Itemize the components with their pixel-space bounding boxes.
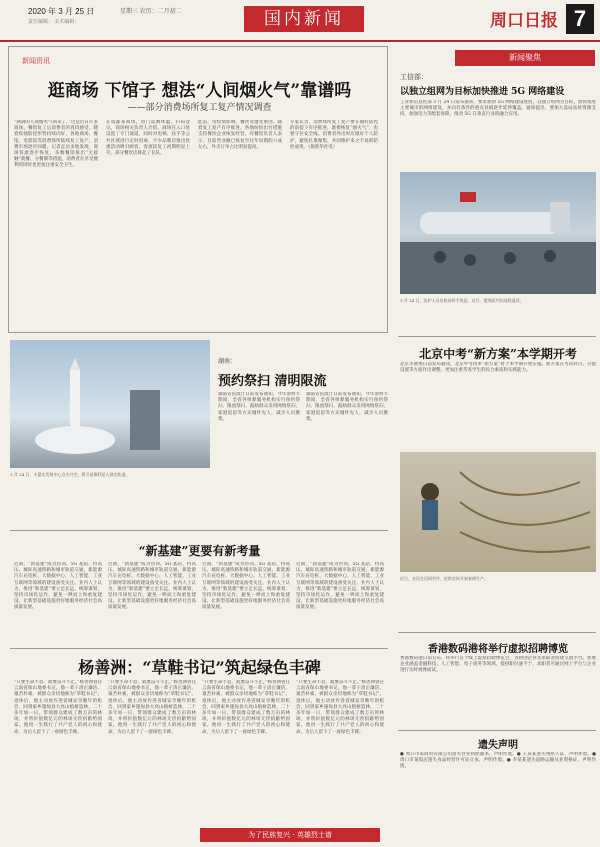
xinjijian-headline: “新基建”更要有新考量 — [138, 544, 261, 558]
qingming-body: 湖南省民政厅日前发布通知，今年清明节期间，全省各殡葬服务机构实行预约祭扫、限流祭扫，鼓励群众采用网络祭扫、家庭追思等方式缅怀先人，减少人员聚集。 — [218, 392, 300, 422]
yang-headline: 杨善洲：“草鞋书记”筑起绿色丰碑 — [78, 658, 321, 677]
editor-line: 责任编辑： 美术编辑： — [28, 19, 80, 25]
xinjijian-column-1: 近期，“新基建”成为热词。5G 基站、特高压、城际高速铁路和城市轨道交通、新能源汽车充电桩、大数据中心、人工智能、工业互联网等领域的建设备受关注。业内人士认为，推进“新基建”要立足长远、统筹谋划，坚持市场化运作，避免一哄而上和重复建设，让新型基础设施更好地服务经济社会高质量发展。 — [14, 562, 102, 611]
qingming-tag: 湖南： — [218, 359, 237, 365]
qingming-headline: 预约祭扫 清明限流 — [218, 374, 327, 389]
section-title: 国内新闻 — [244, 6, 364, 32]
hk-headline: 香港数码港将举行虚拟招聘博览 — [428, 644, 568, 655]
airport-scene-illustration — [400, 172, 596, 294]
xinjijian-column-2: 近期，“新基建”成为热词。5G 基站、特高压、城际高速铁路和城市轨道交通、新能源汽车充电桩、大数据中心、人工智能、工业互联网等领域的建设备受关注。业内人士认为，推进“新基建”要立足长远、统筹谋划，坚持市场化运作，避免一哄而上和重复建设，让新型基础设施更好地服务经济社会高质量发展。 — [108, 562, 196, 611]
yang-column-4: “只要生命不息，就要奋斗不止。”杨善洲曾任云南省保山地委书记，他一辈子清正廉洁、艰苦朴素，被群众亲切地称为“草鞋书记”。退休后，他主动放弃进省城安享晚年的机会，回到家乡施甸县大亮山植树造林，二十多年如一日，带领群众建成了数万亩的林场，并将价值数亿元的林场无偿捐献给国家。他用一生践行了共产党人的初心和使命，为后人留下了一座绿色丰碑。 — [296, 680, 384, 735]
xinjijian-column-3: 近期，“新基建”成为热词。5G 基站、特高压、城际高速铁路和城市轨道交通、新能源汽车充电桩、大数据中心、人工智能、工业互联网等领域的建设备受关注。业内人士认为，推进“新基建”要立足长远、统筹谋划，坚持市场化运作，避免一哄而上和重复建设，让新型基础设施更好地服务经济社会高质量发展。 — [202, 562, 290, 611]
right-kicker: 新闻聚焦 — [455, 50, 595, 66]
5g-headline: 以独立组网为目标加快推进 5G 网络建设 — [400, 87, 565, 97]
farm-photo-caption: 近日，农民在田间劳作，抢抓农时开展春耕生产。 — [400, 576, 488, 581]
issue-meta: 星期三 农历：二月初二 — [120, 9, 182, 15]
divider — [398, 632, 596, 633]
zhongkao-headline: 北京中考“新方案”本学期开考 — [419, 347, 577, 361]
hk-body: 香港数码港日前宣布，将举行首个线上虚拟招聘博览会，为初创企业及求职者搭建交流平台。参展企业涵盖金融科技、人工智能、电子商务等领域，提供职位逾千个，求职者可通过网上平台与企业进行实时视像面试。 — [400, 656, 596, 674]
lost-notice-body: ● 周口市某商贸有限公司遗失营业执照副本，声明作废。● 王某某遗失残疾人证，声明作废。● 周口市某饭店遗失食品经营许可证正本，声明作废。● 李某某遗失道路运输从业资格证，声明作废。 — [400, 752, 596, 770]
lead-column-4: 专家认为，消费场所复工复产要在做好防控的前提下有序推进，既要恢复“烟火气”，也要守住安全线。消费者外出时应做好个人防护，避免扎堆聚集，共同维护来之不易的防控成果。（据新华社电） — [290, 120, 378, 150]
zhongkao-body: 北京市教委日前发布通知，北京中考改革“新方案”将于本学期开始实施。新方案在考试科目、分值设置等方面作出调整，更加注重考查学生的综合素质和实践能力。 — [400, 362, 596, 374]
lead-column-1: “满满的人间烟火气回来了。”这是近日许多商场、餐馆复工后消费者的真切感受。随着疫情防控形势持续向好，各地商场、餐馆、电影院等消费场所陆续复工复产，消费市场逐步回暖。记者走访多地发现，商场客流逐步恢复，多数餐馆推出“无接触”就餐、分餐制等措施，消费者在享受便利的同时也更加注重安全卫生。 — [14, 120, 98, 169]
5g-body: 工业和信息化部 3 月 24 日发布通知，要求加快 5G 网络建设进度，以独立组网为目标，加快推进主要城市的网络建设，并向有条件的重点县镇逐步延伸覆盖。通知提出，要加大基站站址资源支持，加强电力等配套保障，推动 5G 在垂直行业的融合应用。 — [400, 100, 596, 118]
qingming-body-continued: 湖南省民政厅日前发布通知，今年清明节期间，全省各殡葬服务机构实行预约祭扫、限流祭扫，鼓励群众采用网络祭扫、家庭追思等方式缅怀先人，减少人员聚集。 — [306, 392, 388, 422]
divider — [10, 530, 388, 531]
rocket-launch-photo — [10, 340, 210, 468]
rocket-photo-caption: 3 月 24 日，火箭在发射中心点火升空，将卫星顺利送入预定轨道。 — [10, 472, 130, 477]
lead-subhead: ——部分消费场所复工复产情况调查 — [127, 103, 272, 113]
newspaper-logo: 周口日报 — [490, 11, 558, 31]
5g-tag: 工信部： — [400, 74, 428, 81]
yang-column-2: “只要生命不息，就要奋斗不止。”杨善洲曾任云南省保山地委书记，他一辈子清正廉洁、艰苦朴素，被群众亲切地称为“草鞋书记”。退休后，他主动放弃进省城安享晚年的机会，回到家乡施甸县大亮山植树造林，二十多年如一日，带领群众建成了数万亩的林场，并将价值数亿元的林场无偿捐献给国家。他用一生践行了共产党人的初心和使命，为后人留下了一座绿色丰碑。 — [108, 680, 196, 735]
xinjijian-column-4: 近期，“新基建”成为热词。5G 基站、特高压、城际高速铁路和城市轨道交通、新能源汽车充电桩、大数据中心、人工智能、工业互联网等领域的建设备受关注。业内人士认为，推进“新基建”要立足长远、统筹谋划，坚持市场化运作，避免一哄而上和重复建设，让新型基础设施更好地服务经济社会高质量发展。 — [296, 562, 384, 611]
farm-scene-illustration — [400, 452, 596, 572]
yang-column-3: “只要生命不息，就要奋斗不止。”杨善洲曾任云南省保山地委书记，他一辈子清正廉洁、艰苦朴素，被群众亲切地称为“草鞋书记”。退休后，他主动放弃进省城安享晚年的机会，回到家乡施甸县大亮山植树造林，二十多年如一日，带领群众建成了数万亩的林场，并将价值数亿元的林场无偿捐献给国家。他用一生践行了共产党人的初心和使命，为后人留下了一座绿色丰碑。 — [202, 680, 290, 735]
lead-column-3: 此前，受疫情影响，餐饮业遭受重创。随着复工复产有序推进，各地纷纷出台措施支持餐饮企业恢复经营。有餐馆负责人表示，目前营业额已恢复至往年同期的六成左右，外卖订单占比明显提高。 — [198, 120, 282, 150]
yang-column-1: “只要生命不息，就要奋斗不止。”杨善洲曾任云南省保山地委书记，他一辈子清正廉洁、艰苦朴素，被群众亲切地称为“草鞋书记”。退休后，他主动放弃进省城安享晚年的机会，回到家乡施甸县大亮山植树造林，二十多年如一日，带领群众建成了数万亩的林场，并将价值数亿元的林场无偿捐献给国家。他用一生践行了共产党人的初心和使命，为后人留下了一座绿色丰碑。 — [14, 680, 102, 735]
page-header — [0, 0, 600, 42]
rocket-illustration — [10, 340, 210, 468]
medical-photo-caption: 3 月 24 日，医护人员在机场挥手致意。近日，援鄂医疗队陆续返回。 — [400, 298, 524, 303]
divider — [398, 730, 596, 731]
farm-photo — [400, 452, 596, 572]
medical-team-photo — [400, 172, 596, 294]
lead-kicker: 新闻资讯 — [22, 58, 50, 65]
footer-banner: 为了民族复兴 · 英雄烈士谱 — [200, 828, 380, 842]
lead-column-2: 在成都某商场，进门需测体温、扫码登记。商场相关负责人介绍，商场在入口处设置了专门通道，同时对电梯、扶手等公共区域进行定时消毒。不少品牌店推出优惠活动吸引顾客，客流较复工初期明显上升，部分餐饮店排起了长队。 — [106, 120, 190, 157]
issue-date: 2020 年 3 月 25 日 — [28, 7, 95, 16]
page-number: 7 — [566, 4, 594, 34]
lost-notice-headline: 遗失声明 — [478, 740, 518, 751]
divider — [398, 336, 596, 337]
lead-headline: 逛商场 下馆子 想法“人间烟火气”靠谱吗 — [47, 81, 352, 101]
divider — [10, 648, 388, 649]
